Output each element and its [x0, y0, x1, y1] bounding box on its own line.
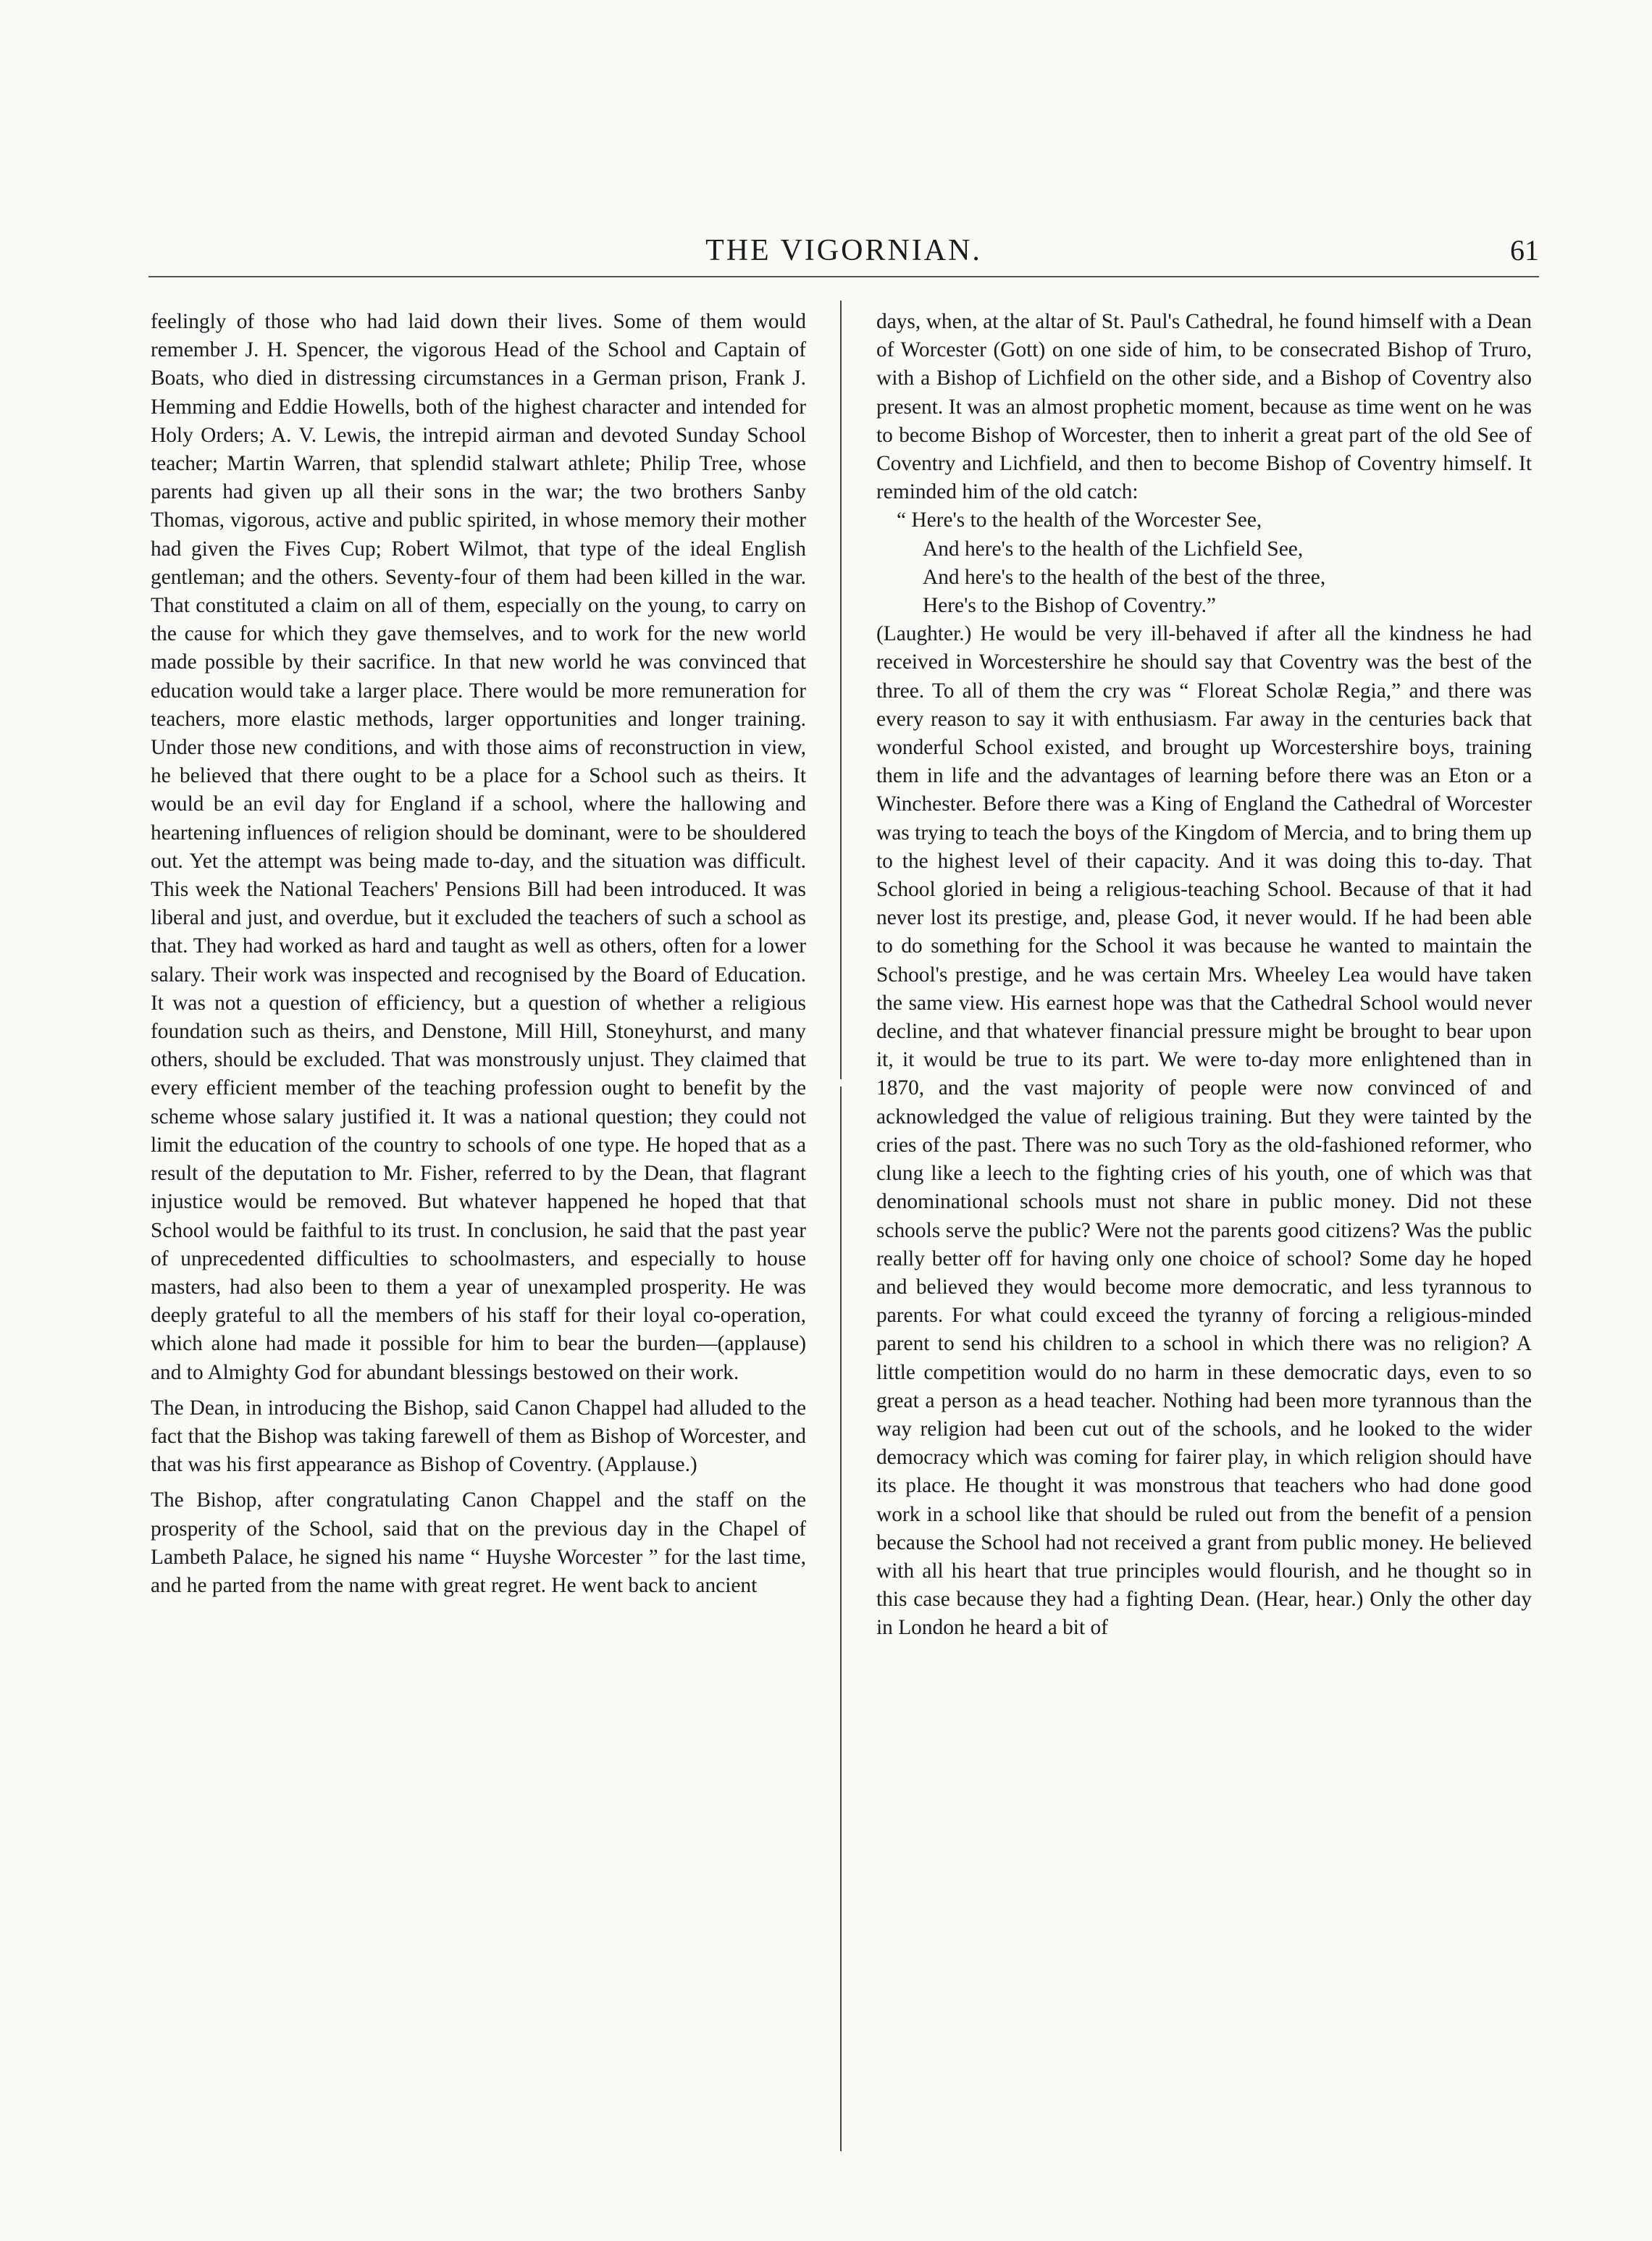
paragraph: (Laughter.) He would be very ill-behaved if after all the kindness he had received in Worcestershire he should say that Coventry was the best of the three. To all of them the cry was “ Floreat Scholæ Regia,” and there was every reason to say it with enthusiasm. Far away in the centuries back that wonderful School existed, and brought up Worcestershire boys, training them in life and the advantages of learning before there was an Eton or a Winchester. Before there was a King of England the Cathedral of Worcester was trying to teach the boys of the Kingdom of Mercia, and to bring them up to the highest level of their capacity. And it was doing this to-day. That School gloried in being a religious-teaching School. Because of that it had never lost its prestige, and, please God, it never would. If he had been able to do something for the School it was because he wanted to maintain the School's prestige, and he was certain Mrs. Wheeley Lea would have taken the same view. His earnest hope was that the Cathedral School would never decline, and that whatever financial pressure might be brought to bear upon it, it would be true to its part. We were to-day more enlightened than in 1870, and the vast majority of people were now convinced of and acknowledged the value of religious training. But they were tainted by the cries of the past. There was no such Tory as the old-fashioned reformer, who clung like a leech to the fighting cries of his youth, one of which was that denominational schools must not share in public money. Did not these schools serve the public? Were not the parents good citizens? Was the public really better off for having only one choice of school? Some day he hoped and believed they would become more democratic, and less tyrannous to parents. For what could exceed the tyranny of forcing a religious-minded parent to send his children to a school in which there was no religion? A little competition would do no harm in these democratic days, even to so great a person as a head teacher. Nothing had been more tyrannous than the way religion had been cut out of the schools, and he looked to the wider democracy which was coming for fairer play, in which religion should have its place. He thought it was monstrous that teachers who had done good work in a school like that should be ruled out from the benefit of a pension because the School had not received a grant from public money. He believed with all his heart that true principles would flourish, and he thought so in this case because they had a fighting Dean. (Hear, hear.) Only the other day in London he heard a bit of: [876, 622, 1532, 1640]
page-number: 61: [1510, 234, 1539, 267]
running-header: [148, 232, 1539, 275]
verse-line: Here's to the Bishop of Coventry.”: [923, 594, 1216, 618]
verse-line: And here's to the health of the best of the three,: [923, 565, 1326, 589]
left-column: [151, 308, 806, 1600]
journal-title: THE VIGORNIAN.: [705, 234, 982, 267]
column-divider: [840, 301, 842, 1079]
verse-line: “ Here's to the health of the Worcester See,: [897, 508, 1262, 532]
paragraph: The Bishop, after congratulating Canon Chappel and the staff on the prosperity of the School, said that on the previous day in the Chapel of Lambeth Palace, he signed his name “ Huyshe Worcester ” for the last time, and he parted from the name with great regret. He went back to ancient: [151, 1488, 806, 1597]
verse-line: And here's to the health of the Lichfield See,: [923, 537, 1304, 561]
paragraph: days, when, at the altar of St. Paul's Cathedral, he found himself with a Dean of Worcester (Gott) on one side of him, to be consecrated Bishop of Truro, with a Bishop of Lichfield on the other side, and a Bishop of Coventry also present. It was an almost prophetic moment, because as time went on he was to become Bishop of Worcester, then to inherit a great part of the old See of Coventry and Lichfield, and then to become Bishop of Coventry himself. It reminded him of the old catch:: [876, 310, 1532, 504]
verse-catch: [897, 506, 1532, 620]
right-column: [876, 308, 1532, 1643]
column-divider: [840, 1086, 842, 2151]
paragraph: The Dean, in introducing the Bishop, said Canon Chappel had alluded to the fact that the Bishop was taking farewell of them as Bishop of Worcester, and that was his first appearance as Bishop of Coventry. (Applause.): [151, 1396, 806, 1477]
header-rule: [148, 276, 1539, 277]
paragraph: feelingly of those who had laid down their lives. Some of them would remember J. H. Spencer, the vigorous Head of the School and Captain of Boats, who died in distressing circumstances in a German prison, Frank J. Hemming and Eddie Howells, both of the highest character and intended for Holy Orders; A. V. Lewis, the intrepid airman and devoted Sunday School teacher; Martin Warren, that splendid stalwart athlete; Philip Tree, whose parents had given up all their sons in the war; the two brothers Sanby Thomas, vigorous, active and public spirited, in whose memory their mother had given the Fives Cup; Robert Wilmot, that type of the ideal English gentleman; and the others. Seventy-four of them had been killed in the war. That constituted a claim on all of them, especially on the young, to carry on the cause for which they gave themselves, and to work for the new world made possible by their sacrifice. In that new world he was convinced that education would take a larger place. There would be more remuneration for teachers, more elastic methods, larger opportunities and longer training. Under those new conditions, and with those aims of reconstruction in view, he believed that there ought to be a place for a School such as theirs. It would be an evil day for England if a school, where the hallowing and heartening influences of religion should be dominant, were to be shouldered out. Yet the attempt was being made to-day, and the situation was difficult. This week the National Teachers' Pensions Bill had been introduced. It was liberal and just, and overdue, but it excluded the teachers of such a school as that. They had worked as hard and taught as well as others, often for a lower salary. Their work was inspected and recognised by the Board of Education. It was not a question of efficiency, but a question of whether a religious foundation such as theirs, and Denstone, Mill Hill, Stoneyhurst, and many others, should be excluded. That was monstrously unjust. They claimed that every efficient member of the teaching profession ought to benefit by the scheme whose salary justified it. It was a national question; they could not limit the education of the country to schools of one type. He hoped that as a result of the deputation to Mr. Fisher, referred to by the Dean, that flagrant injustice would be removed. But whatever happened he hoped that that School would be faithful to its trust. In conclusion, he said that the past year of unprecedented difficulties to schoolmasters, and especially to house masters, had also been to them a year of unexampled prosperity. He was deeply grateful to all the members of his staff for their loyal co-operation, which alone had made it possible for him to bear the burden—(applause) and to Almighty God for abundant blessings bestowed on their work.: [151, 310, 806, 1384]
